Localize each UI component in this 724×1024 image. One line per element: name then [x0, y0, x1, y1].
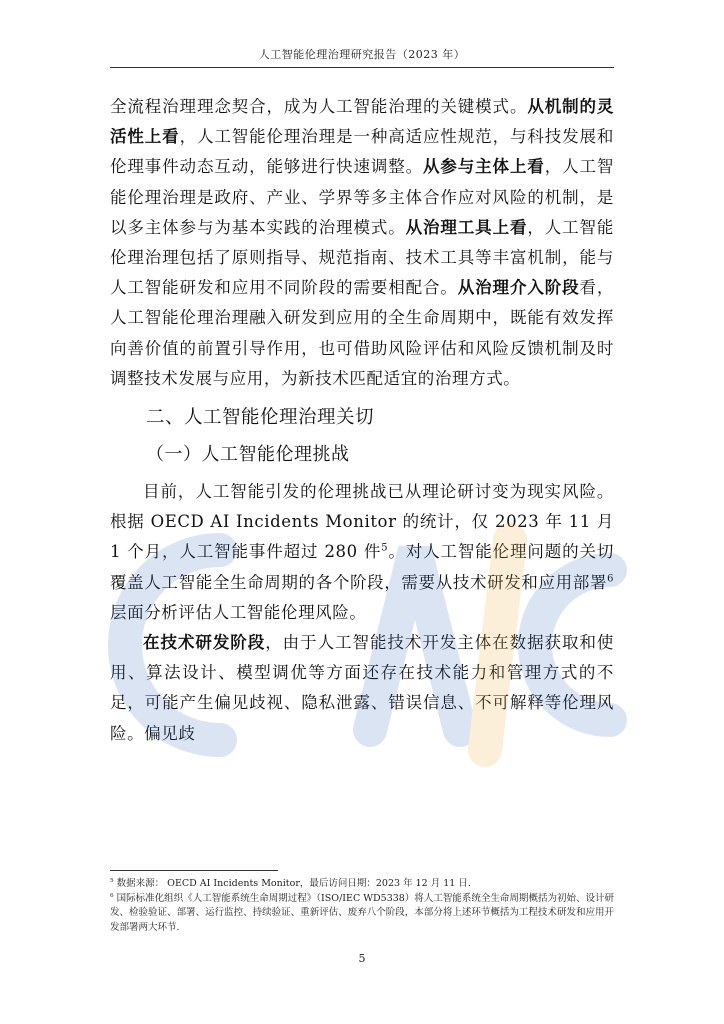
bold-phrase: 从参与主体上看: [423, 157, 545, 177]
bold-phrase: 从治理工具上看: [405, 217, 528, 237]
paragraph-ethics-challenges: [110, 477, 614, 628]
paragraph-rd-stage: [110, 628, 614, 749]
footnote-text: 数据来源： OECD AI Incidents Monitor，最后访问日期：2023 年 12 月 11 日.: [113, 878, 471, 889]
text-run: 看，人工智能伦理治理融入研发到应用的全生命周期中，既能有效发挥向善价值的前置引导作用，也可借助风险评估和风险反馈机制及时调整技术发展与应用，为新技术匹配适宜的治理方式。: [110, 278, 615, 388]
footnote-divider: [110, 870, 278, 871]
text-run: 目前，人工智能引发的伦理挑战已从理论研讨变为现实风险。根据 OECD AI Incidents Monitor 的统计，仅 2023 年 11 月 1 个月，人工智能事件超过 280 件: [110, 482, 614, 562]
footnote-5: [110, 877, 614, 892]
footnote-mark: 5: [110, 877, 114, 884]
paragraph-continuation: [110, 92, 614, 394]
footnote-mark: 6: [110, 892, 114, 899]
main-body: [110, 92, 614, 749]
bold-phrase: 从机制的灵活性上看: [110, 97, 614, 147]
footnote-ref[interactable]: 6: [607, 573, 614, 585]
bold-phrase: 在技术研发阶段: [143, 633, 266, 653]
footnote-text: 国际标准化组织《人工智能系统生命周期过程》（ISO/IEC WD5338）将人工智能系统全生命周期概括为初始、设计研发、检验验证、部署、运行监控、持续验证、重新评估、废弃八个阶段，本部分将上述环节概括为工程技术研发和应用开发部署两大环节.: [110, 892, 614, 933]
footnote-6: [110, 892, 614, 936]
page-number: 5: [358, 952, 366, 965]
subsection-heading: （一）人工智能伦理挑战: [146, 444, 350, 466]
bold-phrase: 从治理介入阶段: [457, 278, 580, 298]
text-run: ，人工智能伦理治理是政府、产业、学界等多主体合作应对风险的机制，是以多主体参与为基本实践的治理模式。: [110, 157, 615, 237]
footnote-ref[interactable]: 5: [381, 542, 389, 554]
text-run: ，由于人工智能技术开发主体在数据获取和使用、算法设计、模型调优等方面还存在技术能力和管理方式的不足，可能产生偏见歧视、隐私泄露、错误信息、不可解释等伦理风险。偏见歧: [110, 633, 614, 743]
text-run: 全流程治理理念契合，成为人工智能治理的关键模式。: [110, 97, 528, 116]
text-run: ，人工智能伦理治理包括了原则指导、规范指南、技术工具等丰富机制，能与人工智能研发和应用不同阶段的需要相配合。: [110, 217, 615, 298]
text-run: ，人工智能伦理治理是一种高适应性规范，与科技发展和伦理事件动态互动，能够进行快速调整。: [110, 127, 614, 177]
text-run: 层面分析评估人工智能伦理风险。: [110, 602, 367, 622]
header-divider: [110, 67, 614, 68]
section-heading: 二、人工智能伦理治理关切: [146, 407, 375, 429]
footnotes: [110, 877, 614, 935]
text-run: 。对人工智能伦理问题的关切覆盖人工智能全生命周期的各个阶段，需要从技术研发和应用部署: [110, 542, 614, 592]
running-header: 人工智能伦理治理研究报告（2023 年）: [258, 48, 466, 61]
